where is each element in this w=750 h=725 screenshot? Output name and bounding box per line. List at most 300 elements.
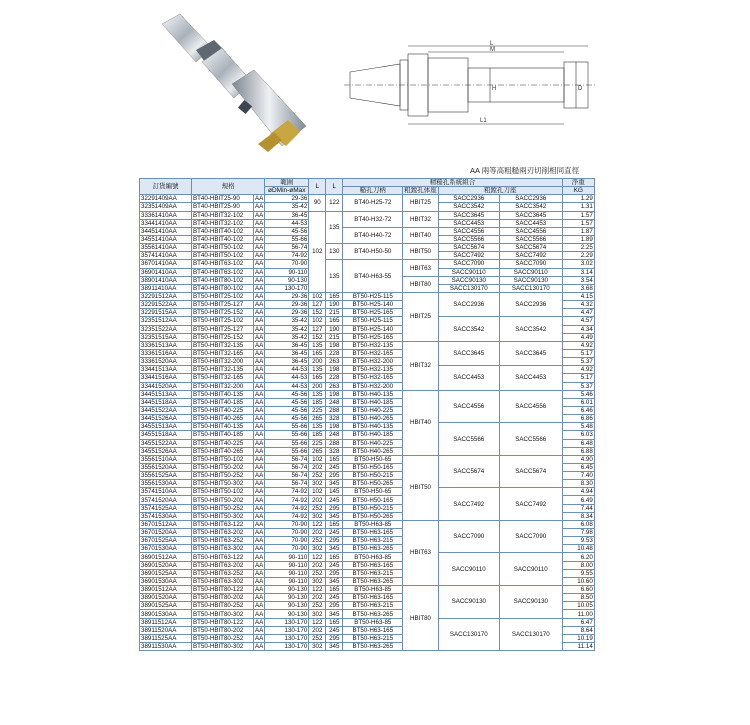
cell-order-no: 34551410AA: [140, 235, 192, 243]
cell-range: 74-92: [265, 496, 309, 504]
cell-range: 130-170: [265, 618, 309, 626]
cell-insert-a: SACC90110: [438, 268, 499, 276]
cell-insert-a: SACC7090: [438, 520, 499, 553]
cell-insert-b: SACC90130: [499, 586, 562, 619]
cell-holder: BT50-H63-165: [343, 561, 403, 569]
cell-order-no: 32351409AA: [140, 203, 192, 211]
cell-weight: 4.47: [562, 309, 594, 317]
cell-length-L: 185: [309, 398, 326, 406]
cell-length-L-total: 190: [326, 325, 343, 333]
cell-spec: BT40-HBIT63-102: [192, 268, 254, 276]
cell-insert-a: SACC4556: [438, 227, 499, 235]
cell-length-L: 102: [309, 211, 326, 292]
table-row: [140, 195, 595, 203]
cell-length-L-total: 345: [326, 512, 343, 520]
cell-range: 36-45: [265, 341, 309, 349]
cell-spec: BT50-HBIT63-202: [192, 529, 254, 537]
cell-holder: BT50-H32-135: [343, 366, 403, 374]
cell-spec: BT50-HBIT40-265: [192, 447, 254, 455]
cell-holder: BT50-H32-135: [343, 341, 403, 349]
cell-length-L: 135: [309, 366, 326, 374]
cell-order-no: 35741525AA: [140, 504, 192, 512]
cell-insert-b: SACC5674: [499, 455, 562, 488]
header-order-no: 訂貨編號: [140, 179, 192, 195]
cell-length-L: 252: [309, 537, 326, 545]
cell-holder: BT50-H40-185: [343, 431, 403, 439]
cell-length-L-total: 122: [326, 195, 343, 211]
cell-order-no: 34451526AA: [140, 415, 192, 423]
cell-block: HBIT63: [403, 520, 439, 585]
cell-order-no: 38911530AA: [140, 643, 192, 651]
cell-grade: AA: [255, 284, 264, 292]
cell-insert-b: SACC3645: [499, 341, 562, 365]
cell-range: 90-110: [265, 561, 309, 569]
cell-insert-a: SACC7492: [438, 488, 499, 521]
cell-length-L-total: 245: [326, 626, 343, 634]
cell-holder: BT50-H32-200: [343, 358, 403, 366]
cell-grade: AA: [255, 227, 264, 235]
cell-length-L-total: 215: [326, 309, 343, 317]
cell-length-L-total: 248: [326, 431, 343, 439]
cell-holder: BT50-H40-265: [343, 415, 403, 423]
cell-range: 29-36: [265, 292, 309, 300]
cell-order-no: 36701410AA: [140, 260, 192, 268]
cell-grade: AA: [255, 529, 264, 537]
cell-spec: BT50-HBIT40-225: [192, 406, 254, 414]
cell-holder: BT50-H63-265: [343, 577, 403, 585]
cell-spec: BT50-HBIT32-135: [192, 341, 254, 349]
cell-order-no: 35741520AA: [140, 496, 192, 504]
cell-weight: 2.29: [562, 252, 594, 260]
table-row: [140, 520, 595, 528]
cell-range: 56-74: [265, 455, 309, 463]
cell-order-no: 38911512AA: [140, 618, 192, 626]
cell-block: HBIT50: [403, 455, 439, 520]
cell-holder: BT50-H25-165: [343, 309, 403, 317]
cell-spec: BT50-HBIT32-200: [192, 382, 254, 390]
cell-spec: BT40-HBIT32-102: [192, 211, 254, 219]
cell-spec: BT50-HBIT63-302: [192, 545, 254, 553]
cell-holder: BT50-H25-165: [343, 333, 403, 341]
cell-length-L-total: 263: [326, 358, 343, 366]
cell-spec: BT50-HBIT63-202: [192, 561, 254, 569]
cell-grade: AA: [255, 496, 264, 504]
cell-weight: 5.48: [562, 423, 594, 431]
cell-insert-b: SACC90110: [499, 553, 562, 586]
cell-weight: 3.54: [562, 276, 594, 284]
cell-grade: AA: [255, 325, 264, 333]
cell-order-no: 38901410AA: [140, 276, 192, 284]
cell-weight: 6.86: [562, 415, 594, 423]
cell-spec: BT50-HBIT50-252: [192, 472, 254, 480]
cell-range: 55-66: [265, 431, 309, 439]
cell-weight: 6.46: [562, 406, 594, 414]
cell-insert-a: SACC3645: [438, 341, 499, 365]
cell-holder: BT50-H63-85: [343, 553, 403, 561]
cell-weight: 1.57: [562, 219, 594, 227]
header-L: L: [309, 179, 326, 195]
cell-length-L: 202: [309, 463, 326, 471]
cell-spec: BT50-HBIT25-152: [192, 333, 254, 341]
cell-weight: 7.40: [562, 472, 594, 480]
cell-order-no: 35561510AA: [140, 455, 192, 463]
cell-weight: 6.20: [562, 553, 594, 561]
cell-weight: 6.49: [562, 496, 594, 504]
cell-order-no: 35741530AA: [140, 512, 192, 520]
cell-order-no: 32291522AA: [140, 301, 192, 309]
cell-grade: AA: [255, 219, 264, 227]
dim-H: H: [492, 86, 497, 92]
cell-holder: BT50-H63-215: [343, 602, 403, 610]
cell-length-L-total: 198: [326, 390, 343, 398]
cell-grade: AA: [255, 333, 264, 341]
cell-weight: 4.15: [562, 292, 594, 300]
cell-order-no: 36901530AA: [140, 577, 192, 585]
cell-length-L-total: 165: [326, 292, 343, 300]
cell-holder: BT50-H25-115: [343, 317, 403, 325]
cell-length-L: 152: [309, 309, 326, 317]
cell-order-no: 34551518AA: [140, 431, 192, 439]
cell-length-L-total: 288: [326, 406, 343, 414]
cell-length-L: 185: [309, 431, 326, 439]
cell-order-no: 38911520AA: [140, 626, 192, 634]
cell-insert-a: SACC90130: [438, 586, 499, 619]
cell-spec: BT40-HBIT80-102: [192, 276, 254, 284]
cell-grade: AA: [255, 569, 264, 577]
cell-order-no: 36901410AA: [140, 268, 192, 276]
cell-length-L-total: 295: [326, 569, 343, 577]
cell-range: 55-66: [265, 439, 309, 447]
cell-grade: AA: [255, 480, 264, 488]
cell-holder: BT50-H63-85: [343, 618, 403, 626]
cell-insert-a: SACC3542: [438, 203, 499, 211]
cell-order-no: 35561520AA: [140, 463, 192, 471]
cell-spec: BT50-HBIT63-122: [192, 520, 254, 528]
cell-insert-a: SACC7090: [438, 260, 499, 268]
cell-length-L: 202: [309, 496, 326, 504]
cell-insert-b: SACC3542: [499, 317, 562, 341]
cell-block: HBIT40: [403, 227, 439, 243]
cell-block: HBIT50: [403, 244, 439, 260]
cell-insert-a: SACC4453: [438, 219, 499, 227]
cell-holder: BT50-H40-225: [343, 406, 403, 414]
cell-grade: AA: [255, 634, 264, 642]
cell-weight: 10.60: [562, 577, 594, 585]
cell-insert-b: SACC3645: [499, 211, 562, 219]
cell-grade: AA: [255, 350, 264, 358]
cell-range: 36-45: [265, 211, 309, 219]
cell-length-L-total: 245: [326, 561, 343, 569]
cell-weight: 4.92: [562, 366, 594, 374]
cell-insert-a: SACC7492: [438, 252, 499, 260]
cell-spec: BT50-HBIT80-202: [192, 626, 254, 634]
cell-order-no: 36701512AA: [140, 520, 192, 528]
header-insert: 粗鏜孔刀座: [438, 187, 562, 195]
cell-order-no: 35561410AA: [140, 244, 192, 252]
cell-spec: BT50-HBIT80-252: [192, 634, 254, 642]
cell-block: HBIT63: [403, 260, 439, 276]
cell-range: 90-110: [265, 268, 309, 276]
cell-weight: 8.50: [562, 594, 594, 602]
cell-order-no: 35741410AA: [140, 252, 192, 260]
cell-length-L-total: 130: [326, 244, 343, 260]
cell-grade: AA: [255, 252, 264, 260]
cell-grade: AA: [255, 610, 264, 618]
header-spec: 規格: [192, 179, 265, 195]
header-block: 粗鏜孔体座: [404, 187, 437, 195]
cell-insert-a: SACC5566: [438, 423, 499, 456]
cell-length-L: 152: [309, 333, 326, 341]
table-row: [140, 366, 595, 374]
cell-spec: BT40-HBIT50-102: [192, 244, 254, 252]
cell-weight: 5.17: [562, 374, 594, 382]
cell-spec: BT50-HBIT50-252: [192, 504, 254, 512]
cell-weight: 3.14: [562, 268, 594, 276]
cell-insert-b: SACC5566: [499, 423, 562, 456]
cell-order-no: 34451518AA: [140, 398, 192, 406]
cell-grade: AA: [255, 341, 264, 349]
cell-weight: 9.55: [562, 569, 594, 577]
header-L-2: L: [326, 179, 343, 195]
cell-weight: 6.01: [562, 398, 594, 406]
cell-length-L-total: 198: [326, 366, 343, 374]
cell-weight: 6.88: [562, 447, 594, 455]
cell-range: 90-110: [265, 553, 309, 561]
cell-grade: AA: [255, 545, 264, 553]
cell-length-L: 202: [309, 626, 326, 634]
cell-insert-b: SACC7090: [499, 260, 562, 268]
cell-order-no: 38911525AA: [140, 634, 192, 642]
cell-insert-a: SACC5674: [438, 455, 499, 488]
cell-spec: BT50-HBIT80-122: [192, 586, 254, 594]
cell-range: 70-90: [265, 260, 309, 268]
boring-tool-photo: [150, 6, 320, 166]
cell-holder: BT50-H63-265: [343, 610, 403, 618]
cell-grade: AA: [255, 488, 264, 496]
cell-weight: 6.03: [562, 431, 594, 439]
cell-length-L-total: 135: [326, 260, 343, 293]
cell-grade: AA: [255, 431, 264, 439]
cell-range: 130-170: [265, 626, 309, 634]
cell-spec: BT50-HBIT50-102: [192, 488, 254, 496]
cell-holder: BT50-H50-215: [343, 504, 403, 512]
cell-range: 56-74: [265, 244, 309, 252]
cell-order-no: 33361520AA: [140, 358, 192, 366]
cell-order-no: 34451410AA: [140, 227, 192, 235]
cell-length-L: 265: [309, 447, 326, 455]
cell-length-L-total: 165: [326, 317, 343, 325]
cell-spec: BT50-HBIT32-165: [192, 374, 254, 382]
cell-grade: AA: [255, 594, 264, 602]
header-range: 範圍: [265, 179, 309, 187]
cell-weight: 4.32: [562, 301, 594, 309]
cell-block: HBIT40: [403, 390, 439, 455]
cell-holder: BT50-H32-165: [343, 349, 403, 357]
cell-spec: BT40-HBIT25-90: [192, 203, 254, 211]
cell-order-no: 33441516AA: [140, 374, 192, 382]
cell-range: 130-170: [265, 284, 309, 292]
cell-weight: 3.68: [562, 284, 594, 292]
cell-insert-b: SACC90110: [499, 268, 562, 276]
cell-length-L-total: 165: [326, 455, 343, 463]
cell-weight: 11.14: [562, 643, 594, 651]
cell-length-L-total: 295: [326, 472, 343, 480]
cell-insert-a: SACC90110: [438, 553, 499, 586]
cell-grade: AA: [255, 626, 264, 634]
cell-grade: AA: [255, 236, 264, 244]
cell-length-L: 102: [309, 455, 326, 463]
cell-length-L: 135: [309, 390, 326, 398]
cell-length-L-total: 345: [326, 480, 343, 488]
cell-grade: AA: [255, 382, 264, 390]
cell-block: HBIT25: [403, 195, 439, 211]
technical-drawing: [340, 40, 600, 130]
cell-holder: BT50-H50-265: [343, 512, 403, 520]
cell-length-L: 252: [309, 504, 326, 512]
cell-holder: BT50-H50-265: [343, 480, 403, 488]
cell-insert-b: SACC5566: [499, 235, 562, 243]
cell-weight: 5.37: [562, 382, 594, 390]
cell-range: 70-90: [265, 520, 309, 528]
cell-length-L: 102: [309, 488, 326, 496]
cell-spec: BT50-HBIT25-127: [192, 325, 254, 333]
cell-order-no: 32291512AA: [140, 292, 192, 300]
cell-insert-b: SACC7090: [499, 520, 562, 553]
cell-spec: BT50-HBIT40-225: [192, 439, 254, 447]
cell-length-L-total: 245: [326, 529, 343, 537]
cell-length-L: 252: [309, 569, 326, 577]
cell-spec: BT50-HBIT25-152: [192, 309, 254, 317]
cell-range: 29-36: [265, 309, 309, 317]
cell-spec: BT50-HBIT40-185: [192, 431, 254, 439]
cell-range: 29-36: [265, 301, 309, 309]
cell-weight: 8.30: [562, 480, 594, 488]
cell-insert-b: SACC4453: [499, 219, 562, 227]
cell-order-no: 38901525AA: [140, 602, 192, 610]
cell-holder: BT50-H32-165: [343, 374, 403, 382]
cell-weight: 1.89: [562, 235, 594, 243]
table-row: [140, 260, 595, 268]
cell-spec: BT50-HBIT40-135: [192, 390, 254, 398]
cell-range: 90-110: [265, 577, 309, 585]
cell-range: 70-90: [265, 545, 309, 553]
cell-range: 45-56: [265, 227, 309, 235]
cell-insert-b: SACC2936: [499, 292, 562, 316]
cell-holder: BT50-H63-85: [343, 520, 403, 528]
cell-grade: AA: [255, 643, 264, 651]
table-row: [140, 244, 595, 252]
cell-order-no: 33441410AA: [140, 219, 192, 227]
cell-weight: 4.94: [562, 488, 594, 496]
cell-range: 74-92: [265, 512, 309, 520]
cell-range: 74-92: [265, 488, 309, 496]
cell-range: 90-130: [265, 276, 309, 284]
table-row: [140, 488, 595, 496]
cell-length-L-total: 165: [326, 520, 343, 528]
cell-insert-a: SACC4556: [438, 390, 499, 423]
cell-order-no: 35741510AA: [140, 488, 192, 496]
cell-spec: BT50-HBIT50-302: [192, 512, 254, 520]
cell-holder: BT40-H32-72: [343, 211, 403, 227]
table-row: [140, 317, 595, 325]
cell-block: HBIT32: [403, 211, 439, 227]
cell-weight: 6.48: [562, 439, 594, 447]
cell-range: 70-90: [265, 529, 309, 537]
cell-length-L: 135: [309, 341, 326, 349]
cell-length-L-total: 145: [326, 488, 343, 496]
cell-spec: BT40-HBIT40-102: [192, 227, 254, 235]
cell-weight: 8.34: [562, 512, 594, 520]
cell-spec: BT50-HBIT25-102: [192, 317, 254, 325]
cell-order-no: 35561530AA: [140, 480, 192, 488]
table-row: [140, 227, 595, 235]
cell-weight: 10.19: [562, 634, 594, 642]
spec-note: AA 兩等高粗糙兩刃切削相同直徑: [470, 166, 580, 175]
cell-spec: BT50-HBIT80-302: [192, 643, 254, 651]
cell-order-no: 33361410AA: [140, 211, 192, 219]
cell-weight: 7.98: [562, 529, 594, 537]
cell-range: 44-53: [265, 366, 309, 374]
cell-holder: BT50-H63-165: [343, 529, 403, 537]
cell-spec: BT50-HBIT32-200: [192, 358, 254, 366]
cell-grade: AA: [255, 211, 264, 219]
cell-length-L-total: 215: [326, 333, 343, 341]
cell-grade: AA: [255, 447, 264, 455]
cell-insert-a: SACC2936: [438, 195, 499, 203]
cell-range: 90-130: [265, 586, 309, 594]
cell-order-no: 38901520AA: [140, 594, 192, 602]
cell-length-L: 302: [309, 577, 326, 585]
cell-spec: BT50-HBIT40-185: [192, 398, 254, 406]
cell-order-no: 34451522AA: [140, 406, 192, 414]
cell-order-no: 34551513AA: [140, 423, 192, 431]
cell-holder: BT40-H50-50: [343, 244, 403, 260]
table-row: [140, 553, 595, 561]
cell-insert-b: SACC2936: [499, 195, 562, 203]
cell-insert-b: SACC7492: [499, 488, 562, 521]
cell-length-L-total: 245: [326, 463, 343, 471]
cell-spec: BT50-HBIT32-135: [192, 366, 254, 374]
cell-weight: 6.45: [562, 463, 594, 471]
cell-weight: 6.08: [562, 520, 594, 528]
cell-spec: BT50-HBIT63-252: [192, 569, 254, 577]
cell-block: HBIT80: [403, 586, 439, 651]
cell-length-L: 225: [309, 406, 326, 414]
cell-holder: BT50-H50-165: [343, 496, 403, 504]
cell-length-L: 252: [309, 602, 326, 610]
cell-order-no: 38901512AA: [140, 586, 192, 594]
cell-length-L: 302: [309, 545, 326, 553]
cell-order-no: 32291409AA: [140, 195, 192, 203]
cell-length-L: 302: [309, 512, 326, 520]
cell-length-L-total: 190: [326, 301, 343, 309]
cell-holder: BT50-H50-165: [343, 463, 403, 471]
cell-length-L-total: 345: [326, 610, 343, 618]
cell-spec: BT40-HBIT32-102: [192, 219, 254, 227]
cell-weight: 5.46: [562, 390, 594, 398]
cell-weight: 9.53: [562, 537, 594, 545]
cell-length-L: 90: [309, 195, 326, 211]
cell-holder: BT50-H40-265: [343, 447, 403, 455]
cell-insert-b: SACC3542: [499, 203, 562, 211]
cell-length-L: 265: [309, 415, 326, 423]
cell-weight: 5.17: [562, 349, 594, 357]
cell-order-no: 36701520AA: [140, 529, 192, 537]
cell-length-L-total: 345: [326, 643, 343, 651]
cell-length-L: 122: [309, 586, 326, 594]
cell-length-L-total: 245: [326, 496, 343, 504]
dim-L: L: [490, 41, 494, 47]
